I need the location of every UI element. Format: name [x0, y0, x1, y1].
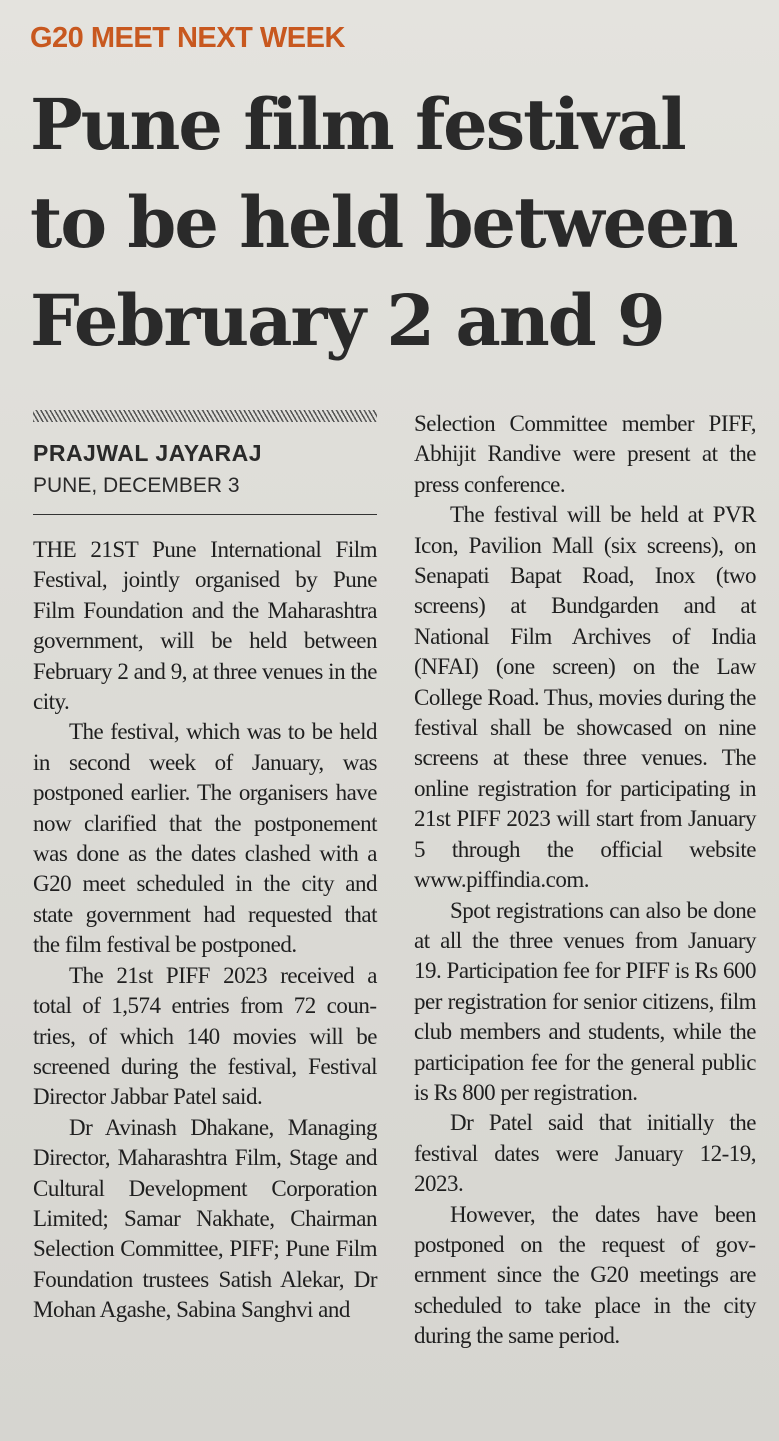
headline — [30, 76, 760, 370]
headline-line: Pune film festival — [30, 83, 685, 166]
headline-line: to be held between — [30, 181, 737, 264]
paragraph: The festival, which was to be held in second week of January, was postponed earlier. The organisers have now clarified that the postponement was done as the dates clashed with a G20 meet scheduled in the city and state government had requested that the film festival be postponed. — [33, 719, 377, 958]
headline-line: February 2 and 9 — [30, 279, 664, 362]
byline-divider — [33, 410, 377, 422]
kicker: G20 MEET NEXT WEEK — [30, 22, 345, 54]
paragraph: Selection Committee member PIFF, Abhijit Randive were present at the press conference. — [414, 411, 756, 497]
byline: PRAJWAL JAYARAJ — [33, 440, 263, 466]
article-column-2 — [414, 409, 756, 1352]
paragraph: THE 21ST Pune International Film Festival, jointly organised by Pune Film Foundation and the Maharashtra government, will be held between February 2 and 9, at three venues in the city. — [33, 537, 377, 715]
paragraph: However, the dates have been postponed on the request of government since the G20 meetings are scheduled to take place in the city during the same period. — [414, 1201, 756, 1349]
dateline: PUNE, DECEMBER 3 — [33, 474, 240, 497]
paragraph: Dr Avinash Dhakane, Managing Director, Maharashtra Film, Stage and Cultural Development Corporation Limited; Samar Nakhate, Chairman Selection Committee, PIFF; Pune Film Foundation trustees Satish Alekar, Dr Mohan Agashe, Sabina Sanghvi and — [33, 1114, 377, 1323]
paragraph: The 21st PIFF 2023 received a total of 1,574 entries from 72 countries, of which 140 movies will be screened during the festival, Festival Director Jabbar Patel said. — [33, 962, 377, 1110]
article-column-1 — [33, 535, 377, 1326]
paragraph: The festival will be held at PVR Icon, Pavilion Mall (six screens), on Senapati Bapat Road, Inox (two screens) at Bundgarden and at National Film Archives of India (NFAI) (one screen) on the Law College Road. Thus, movies during the festival shall be showcased on nine screens at these three venues. The online registration for participating in 21st PIFF 2023 will start from January 5 through the official website www.piffindia.com. — [414, 502, 757, 893]
dateline-rule — [33, 514, 377, 515]
paragraph: Dr Patel said that initially the festival dates were January 12-19, 2023. — [414, 1110, 756, 1197]
paragraph: Spot registrations can also be done at all the three venues from January 19. Participation fee for PIFF is Rs 600 per registration for senior citizens, film club members and students, while the participation fee for the general public is Rs 800 per registration. — [414, 897, 756, 1105]
